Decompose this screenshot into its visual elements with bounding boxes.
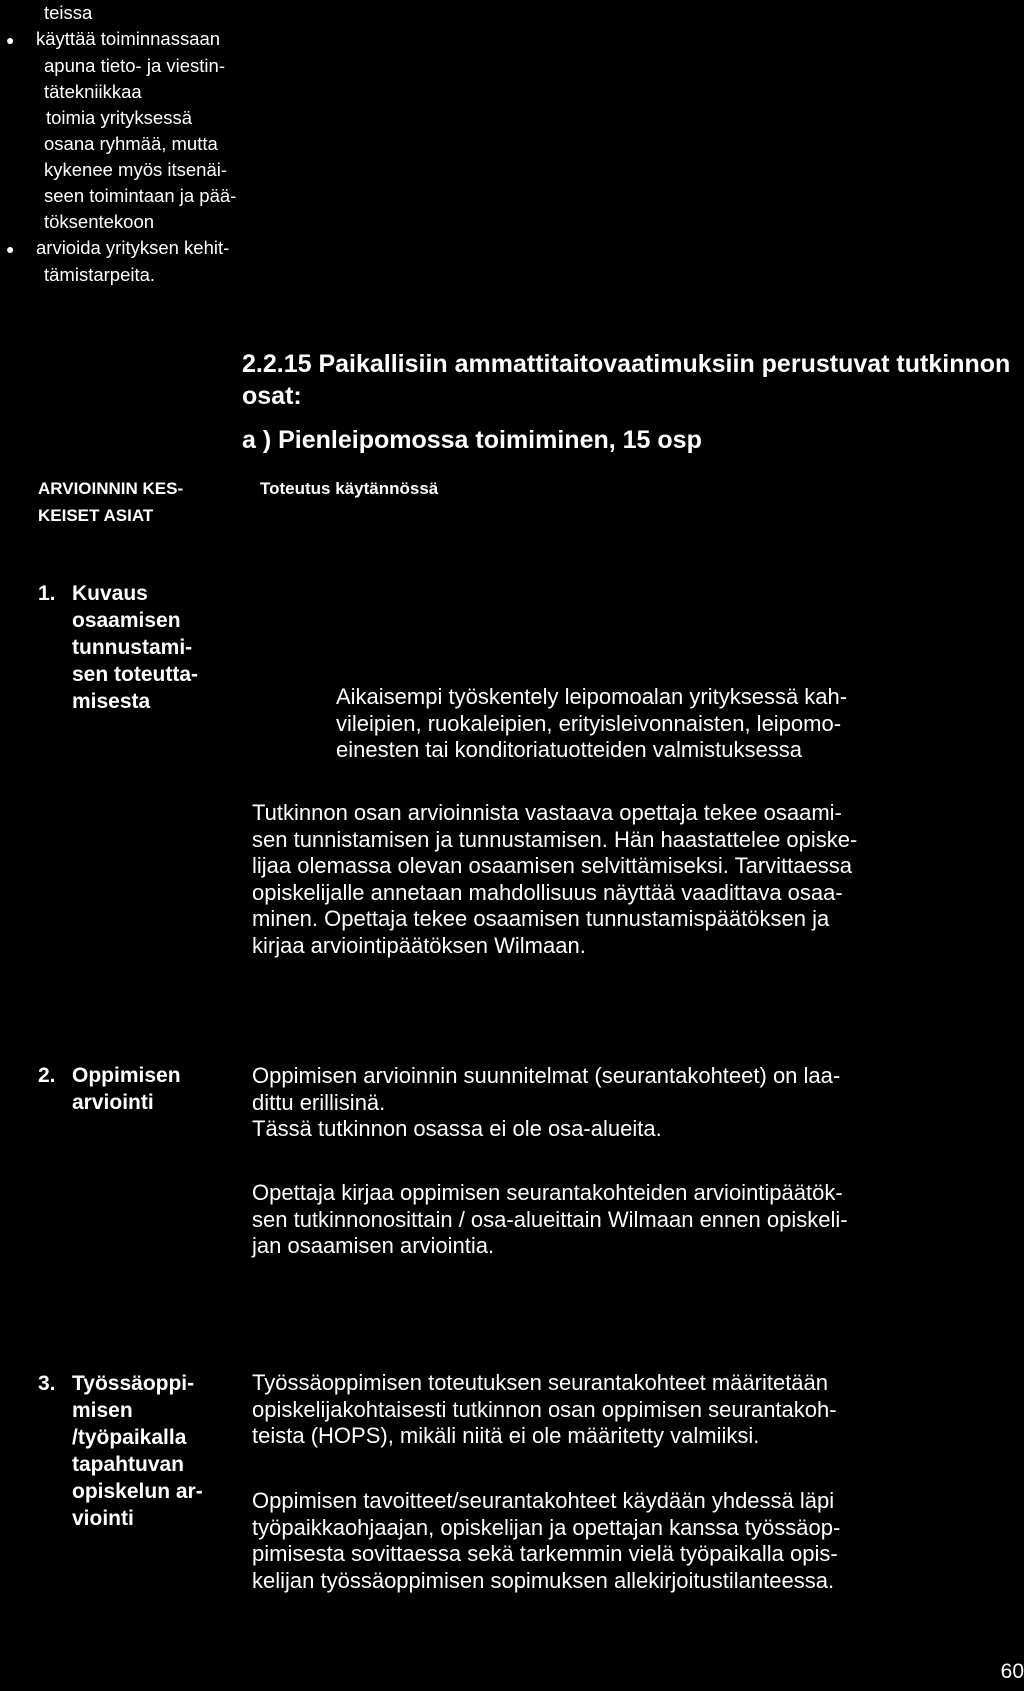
- list-lead-text: teissa: [44, 2, 93, 23]
- section-3-label: 3. Työssäoppi- misen /työpaikalla tapahtuvan opiskelun ar- viointi: [38, 1372, 203, 1530]
- section-heading-line1: 2.2.15 Paikallisiin ammattitaitovaatimuksiin perustuvat tutkinnon osat:: [242, 350, 1011, 410]
- column-header-left: ARVIOINNIN KES- KEISET ASIAT: [38, 479, 184, 525]
- list-item: ● arvioida yrityksen kehit- tämistarpeita.: [6, 237, 230, 286]
- list-item: ● käyttää toiminnassaan apuna tieto- ja viestin- tätekniikkaa: [6, 28, 225, 103]
- section-number: 3.: [38, 1372, 56, 1395]
- section-1-label: 1. Kuvaus osaamisen tunnustami- sen toteutta- misesta: [38, 582, 198, 713]
- section-2-paragraph-1: Oppimisen arvioinnin suunnitelmat (seurantakohteet) on laa- dittu erillisinä. Tässä tutkinnon osassa ei ole osa-alueita.: [252, 1063, 841, 1141]
- column-header-right: Toteutus käytännössä: [260, 479, 439, 498]
- section-3-paragraph-2: Oppimisen tavoitteet/seurantakohteet käydään yhdessä läpi työpaikkaohjaajan, opiskelijan ja opettajan kanssa työssäop- pimisesta sovittaessa sekä tarkemmin vielä työpaikalla opis- kelijan työssäoppimisen sopimuksen allekirjoitustilanteessa.: [252, 1488, 841, 1593]
- bullet-icon: ●: [6, 32, 15, 49]
- section-number: 2.: [38, 1064, 56, 1087]
- page-number: 60: [1000, 1660, 1024, 1683]
- top-bullet-list: [6, 0, 306, 288]
- section-heading: [242, 348, 1024, 456]
- bullet-icon: ●: [6, 241, 15, 258]
- section-3-paragraph-1: Työssäoppimisen toteutuksen seurantakohteet määritetään opiskelijakohtaisesti tutkinnon osan oppimisen seurantakoh- teista (HOPS), mikäli niitä ei ole määritetty valmiiksi.: [252, 1370, 837, 1448]
- section-heading-line2: a ) Pienleipomossa toimiminen, 15 osp: [242, 426, 702, 454]
- section-2-paragraph-2: Opettaja kirjaa oppimisen seurantakohteiden arviointipäätök- sen tutkinnonosittain / osa-alueittain Wilmaan ennen opiskeli- jan osaamisen arviointia.: [252, 1180, 848, 1258]
- list-item: toimia yrityksessä osana ryhmää, mutta kykenee myös itsenäi- seen toimintaan ja pää- töksentekoon: [44, 107, 237, 233]
- section-1-paragraph-2: Tutkinnon osan arvioinnista vastaava opettaja tekee osaami- sen tunnistamisen ja tunnustamisen. Hän haastattelee opiske- lijaa olemassa olevan osaamisen selvittämiseksi. Tarvittaessa opiskelijalle annetaan mahdollisuus näyttää vaadittava osaa- minen. Opettaja tekee osaamisen tunnustamispäätöksen ja kirjaa arviointipäätöksen Wilmaan.: [252, 800, 858, 958]
- section-number: 1.: [38, 582, 56, 605]
- section-2-label: 2. Oppimisen arviointi: [38, 1064, 181, 1114]
- section-1-paragraph-1: Aikaisempi työskentely leipomoalan yrityksessä kah- vileipien, ruokaleipien, erityisleivonnaisten, leipomo- einesten tai konditoriatuotteiden valmistuksessa: [336, 684, 848, 762]
